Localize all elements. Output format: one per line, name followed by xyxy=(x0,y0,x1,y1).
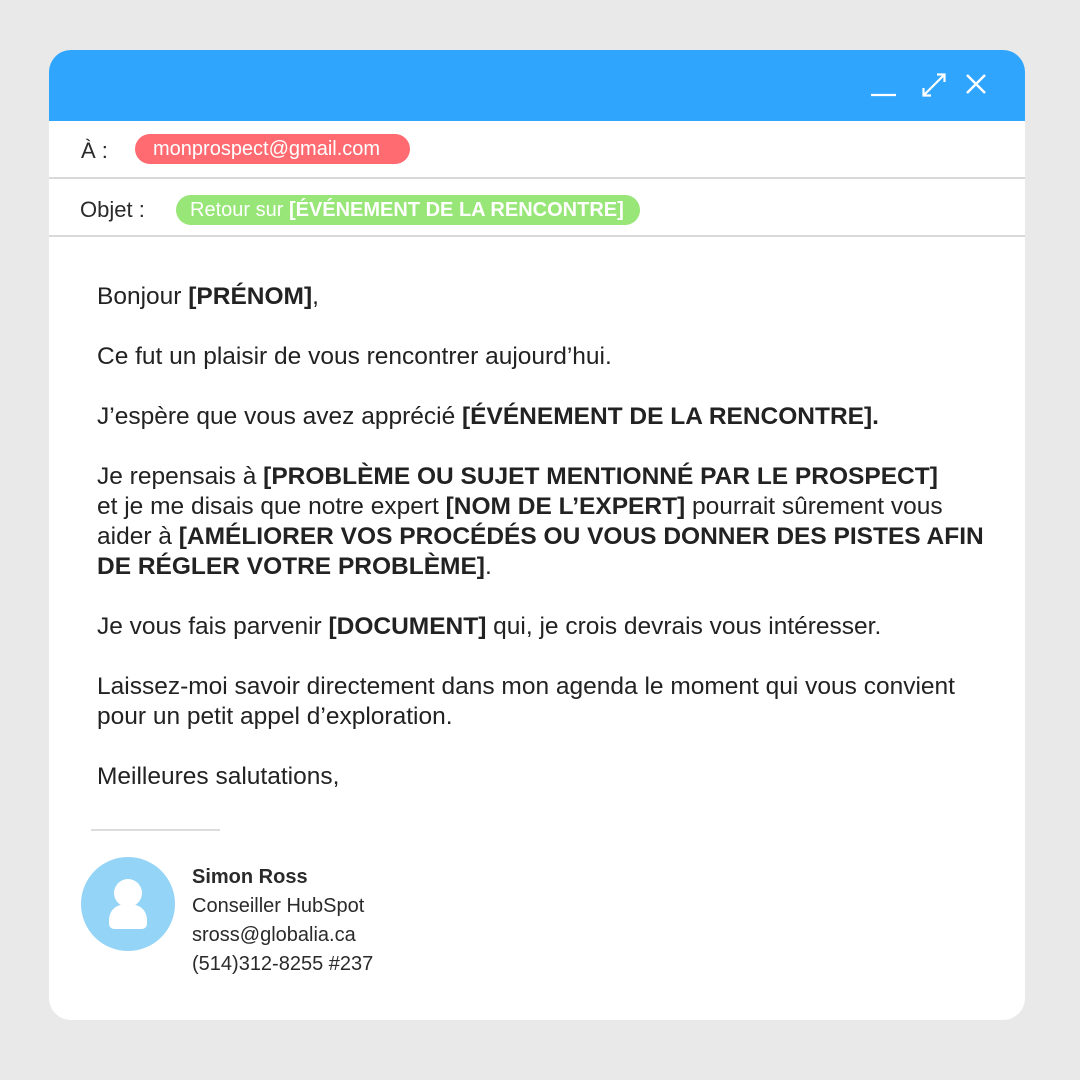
text: Ce fut un plaisir de vous rencontrer aujourd’hui. xyxy=(97,343,612,370)
greeting-paragraph xyxy=(97,282,997,312)
paragraph-pleasure xyxy=(97,342,997,372)
expand-arrows-icon xyxy=(919,70,949,100)
text: Bonjour xyxy=(97,283,189,310)
paragraph-document xyxy=(97,612,997,642)
text: qui, je crois devrais vous intéresser. xyxy=(486,613,882,640)
paragraph-event xyxy=(97,402,997,432)
text: Laissez-moi savoir directement dans mon agenda le moment qui vous convient pour un petit appel d’exploration. xyxy=(97,673,955,730)
recipient-chip[interactable]: monprospect@gmail.com xyxy=(135,134,410,164)
text: . xyxy=(484,553,492,580)
to-field-row xyxy=(49,121,1025,179)
problem-placeholder: [PROBLÈME OU SUJET MENTIONNÉ PAR LE PROSPECT] xyxy=(263,463,938,490)
text: Je repensais à xyxy=(97,463,264,490)
signature-divider xyxy=(91,829,220,831)
message-body[interactable] xyxy=(97,282,997,822)
document-placeholder: [DOCUMENT] xyxy=(328,613,487,640)
minimize-icon xyxy=(868,70,898,100)
event-placeholder: [ÉVÉNEMENT DE LA RENCONTRE]. xyxy=(462,403,879,430)
signature-email[interactable]: sross@globalia.ca xyxy=(192,924,356,946)
paragraph-agenda xyxy=(97,672,997,732)
signature-phone[interactable]: (514)312-8255 #237 xyxy=(192,953,374,975)
avatar xyxy=(81,857,175,951)
text: J’espère que vous avez apprécié xyxy=(97,403,462,430)
signature-name: Simon Ross xyxy=(192,866,308,888)
first-name-placeholder: [PRÉNOM] xyxy=(188,283,313,310)
subject-field-row xyxy=(49,179,1025,237)
window-titlebar xyxy=(49,50,1025,121)
subject-label: Objet : xyxy=(80,197,145,222)
close-button[interactable] xyxy=(961,70,991,100)
text: et je me disais que notre expert xyxy=(97,493,446,520)
subject-prefix: Retour sur xyxy=(190,199,289,221)
signature-title: Conseiller HubSpot xyxy=(192,895,365,917)
user-icon xyxy=(81,857,175,951)
minimize-button[interactable] xyxy=(868,70,898,100)
expert-name-placeholder: [NOM DE L’EXPERT] xyxy=(445,493,686,520)
text: , xyxy=(312,283,319,310)
text: Je vous fais parvenir xyxy=(97,613,329,640)
text: Meilleures salutations, xyxy=(97,763,340,790)
close-icon xyxy=(961,70,991,100)
closing-paragraph xyxy=(97,762,997,792)
paragraph-expert xyxy=(97,462,997,582)
text: pourrait sûrement vous aider à xyxy=(97,493,943,550)
to-label: À : xyxy=(81,138,108,163)
subject-placeholder: [ÉVÉNEMENT DE LA RENCONTRE] xyxy=(288,199,624,221)
email-compose-window xyxy=(49,50,1025,1020)
signature-block xyxy=(192,863,373,979)
subject-chip[interactable] xyxy=(176,195,640,225)
improvement-placeholder: [AMÉLIORER VOS PROCÉDÉS OU VOUS DONNER DES PISTES AFIN DE RÉGLER VOTRE PROBLÈME] xyxy=(97,523,984,580)
maximize-button[interactable] xyxy=(919,70,949,100)
